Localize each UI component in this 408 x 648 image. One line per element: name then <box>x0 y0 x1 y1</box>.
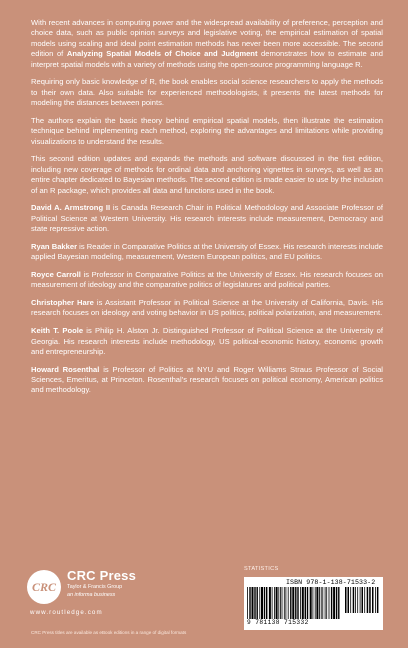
barcode-bar <box>247 587 248 619</box>
barcode-bar <box>329 587 330 619</box>
barcode-bar <box>321 587 322 619</box>
barcode-bar <box>350 587 351 613</box>
barcode-bar <box>316 587 318 619</box>
barcode-bar <box>353 587 355 613</box>
barcode-bar <box>331 587 332 619</box>
barcode-bar <box>364 587 365 613</box>
publisher-subtitle: Taylor & Francis Group <box>67 584 123 590</box>
author-name: Christopher Hare <box>31 298 94 308</box>
author-bio: Howard Rosenthal is Professor of Politics at NYU and Roger Williams Straus Professor of Social Sciences, Emeritus, at Princeton. Rosenthal’s research focuses on political economy, American politics and methodology. <box>31 364 383 395</box>
author-bio: Royce Carroll is Professor in Comparative Politics at the University of Essex. His research focuses on measurement of ideology and the comparative politics of legislatures and political parties. <box>31 269 383 290</box>
barcode-panel <box>244 577 383 630</box>
barcode-bar <box>326 587 327 619</box>
barcode-bar <box>313 587 314 619</box>
barcode-bar <box>297 587 298 619</box>
barcode-bar <box>282 587 283 619</box>
subject-label: STATISTICS <box>244 566 279 572</box>
author-name: Keith T. Poole <box>31 326 84 336</box>
barcode-bar <box>345 587 347 613</box>
barcode-bar <box>305 587 306 619</box>
barcode-bar <box>290 587 291 619</box>
author-name: Royce Carroll <box>31 269 81 279</box>
author-name: David A. Armstrong II <box>31 203 111 213</box>
barcode-bar <box>266 587 267 619</box>
barcode-graphic <box>247 587 380 619</box>
barcode-bar <box>259 587 260 619</box>
author-bio: David A. Armstrong II is Canada Research Chair in Political Methodology and Associate Professor of Political Science at Western University. His research interests include measurement, Democracy and state repressive action. <box>31 203 383 234</box>
barcode-bar <box>357 587 358 613</box>
barcode-bar <box>284 587 285 619</box>
barcode-bar <box>355 587 356 613</box>
barcode-bar <box>300 587 301 619</box>
author-bio: Ryan Bakker is Reader in Comparative Politics at the University of Essex. His research interests include applied Bayesian modeling, measurement, Western European politics, and EU politics. <box>31 241 384 262</box>
barcode-bar <box>286 587 287 619</box>
barcode-digits: 9 781138 715332 <box>247 619 309 626</box>
publisher-tagline: an informa business <box>67 592 116 598</box>
barcode-bar <box>336 587 337 619</box>
barcode-bar <box>375 587 376 613</box>
barcode-bar <box>269 587 271 619</box>
barcode-bar <box>276 587 278 619</box>
barcode-bar <box>272 587 273 619</box>
barcode-bar <box>254 587 255 619</box>
barcode-bar <box>315 587 316 619</box>
barcode-bar <box>367 587 369 613</box>
barcode-bar <box>280 587 281 619</box>
barcode-bar <box>274 587 275 619</box>
barcode-bar <box>278 587 279 619</box>
barcode-bar <box>322 587 323 619</box>
barcode-bar <box>302 587 304 619</box>
isbn-text: ISBN 978-1-138-71533-2 <box>286 579 376 586</box>
barcode-bar <box>257 587 258 619</box>
barcode-bar <box>372 587 374 613</box>
barcode-bar <box>319 587 320 619</box>
book-title: Analyzing Spatial Models of Choice and Judgment <box>66 49 258 59</box>
barcode-bar <box>288 587 289 619</box>
barcode-bar <box>369 587 371 613</box>
barcode-bar <box>348 587 350 613</box>
barcode-bar <box>292 587 294 619</box>
description-paragraph-2: Requiring only basic knowledge of R, the book enables social science researchers to apply the methods to their own data. Also suitable for experienced methodologists, it presents the latest methods for modeling the distances between points. <box>31 77 383 108</box>
author-name: Ryan Bakker <box>31 241 78 251</box>
barcode-bar <box>295 587 296 619</box>
barcode-bar <box>362 587 364 613</box>
barcode-bar <box>261 587 263 619</box>
publisher-website-link[interactable]: www.routledge.com <box>30 609 103 616</box>
barcode-bar <box>307 587 308 619</box>
barcode-bar <box>252 587 254 619</box>
author-name: Howard Rosenthal <box>31 364 100 374</box>
barcode-bar <box>249 587 250 619</box>
publisher-name: CRC Press <box>67 568 136 583</box>
ebook-footnote: CRC Press titles are available as eBook editions in a range of digital formats <box>31 630 187 635</box>
description-paragraph-4: This second edition updates and expands the methods and software discussed in the first edition, including new coverage of methods for ordinal data and anchoring vignettes in surveys, as well as an entire chapter dedicated to Bayesian methods. The second edition is made easier to use by the inclusion of an R package, which provides all data and functions used in the book. <box>31 154 383 195</box>
crc-logo-icon: CRC <box>27 570 61 604</box>
barcode-bar <box>310 587 312 619</box>
author-bio: Christopher Hare is Assistant Professor in Political Science at the University of California, Davis. His research focuses on ideology and voting behavior in US politics, political polarization, and measurement. <box>31 298 383 318</box>
barcode-bar <box>333 587 335 619</box>
barcode-bar <box>325 587 326 619</box>
barcode-bar <box>264 587 265 619</box>
description-paragraph-3: The authors explain the basic theory behind empirical spatial models, then illustrate the estimation technique behind implementing each method, exploring the advantages and limitations while providing visualizations to understand the results. <box>31 115 383 146</box>
barcode-bar <box>360 587 361 613</box>
barcode-bar <box>377 587 379 613</box>
author-bio: Keith T. Poole is Philip H. Alston Jr. Distinguished Professor of Political Science at the University of Georgia. His research interests include methodology, US political-economic history, economic growth and entrepreneurship. <box>31 326 383 356</box>
barcode-bar <box>338 587 339 619</box>
publisher-logo-block <box>27 566 227 638</box>
description-paragraph-1: With recent advances in computing power and the widespread availability of preference, perception and choice data, such as public opinion surveys and legislative voting, the empirical estimation of spatial models using scaling and ideal point estimation methods has never been more accessible. The second edition of Analyzing Spatial Models of Choice and Judgment demonstrates how to estimate and interpret spatial models with a variety of methods using the open-source programming language R. <box>31 18 383 69</box>
cover-text <box>31 18 383 403</box>
